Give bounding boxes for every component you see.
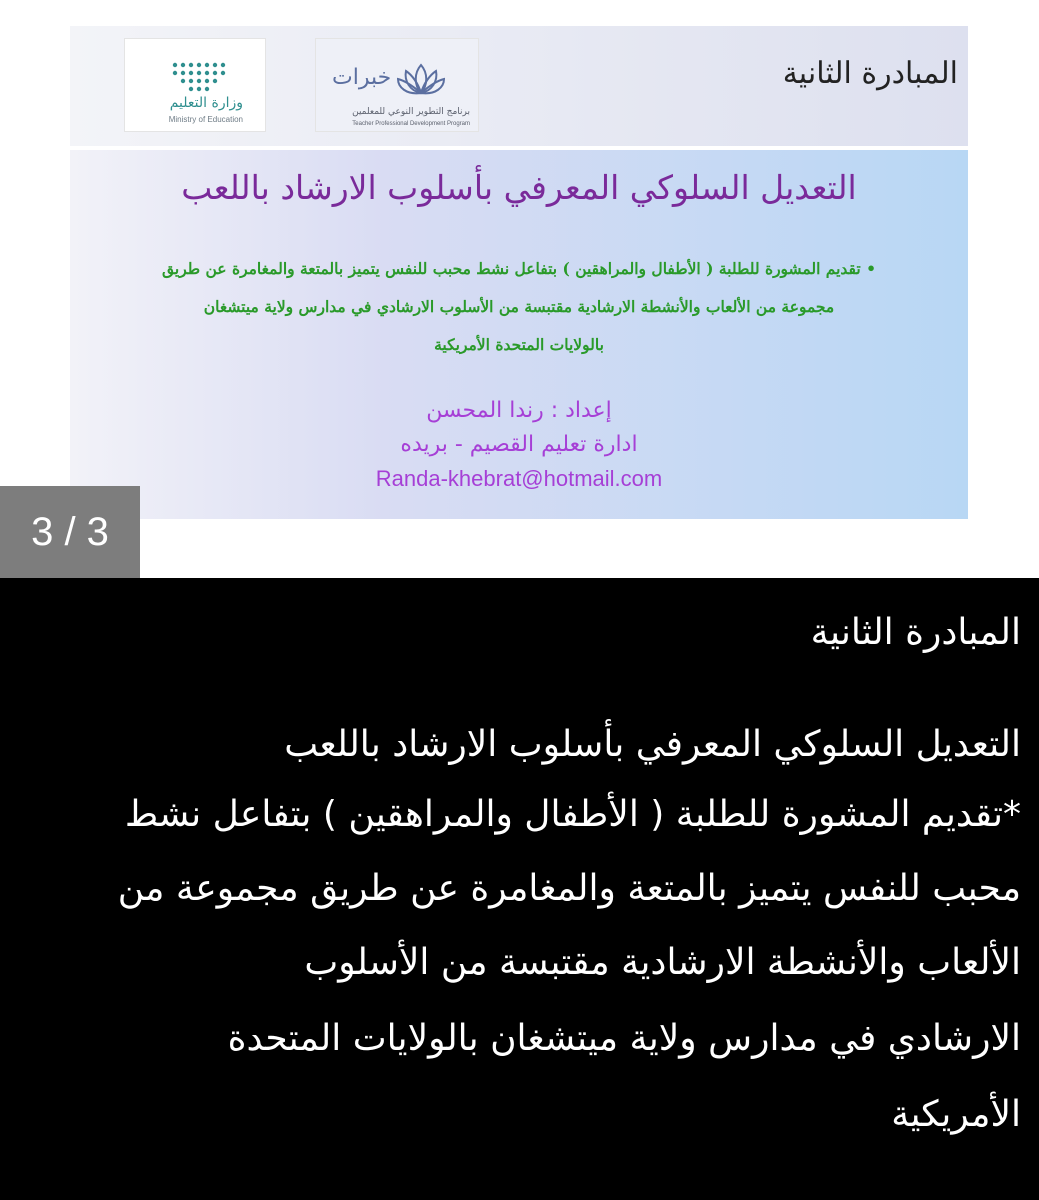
caption-line: المبادرة الثانية <box>810 612 1021 653</box>
slide-main-title: التعديل السلوكي المعرفي بأسلوب الارشاد باللعب <box>181 168 857 207</box>
bullet-line: بالولايات المتحدة الأمريكية <box>434 335 604 354</box>
khebrat-logo-subtitle: برنامج التطوير النوعي للمعلمين <box>352 107 470 117</box>
moe-dots-icon <box>169 59 229 95</box>
caption-line: *تقديم المشورة للطلبة ( الأطفال والمراهقين ) بتفاعل نشط <box>124 794 1021 835</box>
image-counter-badge: 3 / 3 <box>0 486 140 578</box>
slide-header <box>70 26 968 146</box>
khebrat-logo-name: خبرات <box>332 65 392 90</box>
khebrat-logo <box>315 38 479 132</box>
image-area[interactable] <box>0 0 1039 578</box>
lotus-icon <box>396 61 446 97</box>
khebrat-logo-subtitle-en: Teacher Professional Development Program <box>352 121 470 127</box>
ministry-of-education-logo <box>124 38 266 132</box>
slide-heading: المبادرة الثانية <box>782 56 958 91</box>
caption-line: الألعاب والأنشطة الارشادية مقتبسة من الأسلوب <box>304 942 1021 983</box>
moe-logo-english: Ministry of Education <box>168 115 243 124</box>
slide-email: Randa-khebrat@hotmail.com <box>375 466 663 491</box>
caption-line: الأمريكية <box>891 1094 1021 1135</box>
caption-line: الارشادي في مدارس ولاية ميتشغان بالولايات المتحدة <box>227 1018 1021 1059</box>
slide-department: ادارة تعليم القصيم - بريده <box>400 432 638 457</box>
bullet-line: • تقديم المشورة للطلبة ( الأطفال والمراهقين ) بتفاعل نشط محبب للنفس يتميز بالمتعة والمغامرة عن طريق <box>161 259 876 278</box>
moe-logo-arabic: وزارة التعليم <box>169 95 243 111</box>
bullet-line: مجموعة من الألعاب والأنشطة الارشادية مقتبسة من الأسلوب الارشادي في مدارس ولاية ميتشغان <box>203 297 835 316</box>
slide-author: إعداد : رندا المحسن <box>426 398 612 423</box>
caption-line: التعديل السلوكي المعرفي بأسلوب الارشاد باللعب <box>284 724 1021 765</box>
slide-bullet-text <box>100 250 938 364</box>
caption-line: محبب للنفس يتميز بالمتعة والمغامرة عن طريق مجموعة من <box>117 868 1021 909</box>
slide-body <box>70 150 968 519</box>
caption-panel <box>0 578 1039 1200</box>
